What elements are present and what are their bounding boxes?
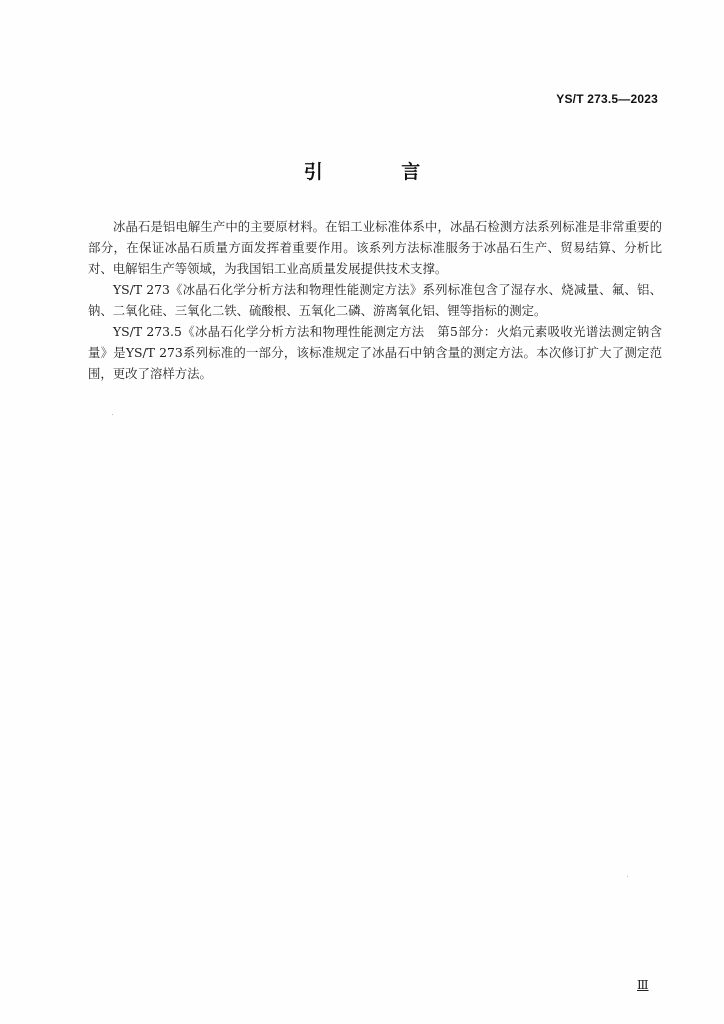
introduction-body [88,216,662,384]
scan-speck [112,414,113,415]
paragraph-3: YS/T 273.5《冰晶石化学分析方法和物理性能测定方法 第5部分：火焰元素吸收光谱法测定钠含量》是YS/T 273系列标准的一部分，该标准规定了冰晶石中钠含量的测定方法。本次修订扩大了测定范围，更改了溶样方法。 [88,324,662,381]
page-number: Ⅲ [637,978,649,992]
standard-code: YS/T 273.5—2023 [556,92,658,106]
paragraph-2: YS/T 273《冰晶石化学分析方法和物理性能测定方法》系列标准包含了湿存水、烧减量、氟、铝、钠、二氧化硅、三氧化二铁、硫酸根、五氧化二磷、游离氧化铝、锂等指标的测定。 [88,282,662,318]
scan-speck [627,876,628,877]
paragraph-1: 冰晶石是铝电解生产中的主要原材料。在铝工业标准体系中，冰晶石检测方法系列标准是非常重要的部分，在保证冰晶石质量方面发挥着重要作用。该系列方法标准服务于冰晶石生产、贸易结算、分析比对、电解铝生产等领域，为我国铝工业高质量发展提供技术支撑。 [88,219,662,276]
page-title: 引 言 [303,161,457,183]
